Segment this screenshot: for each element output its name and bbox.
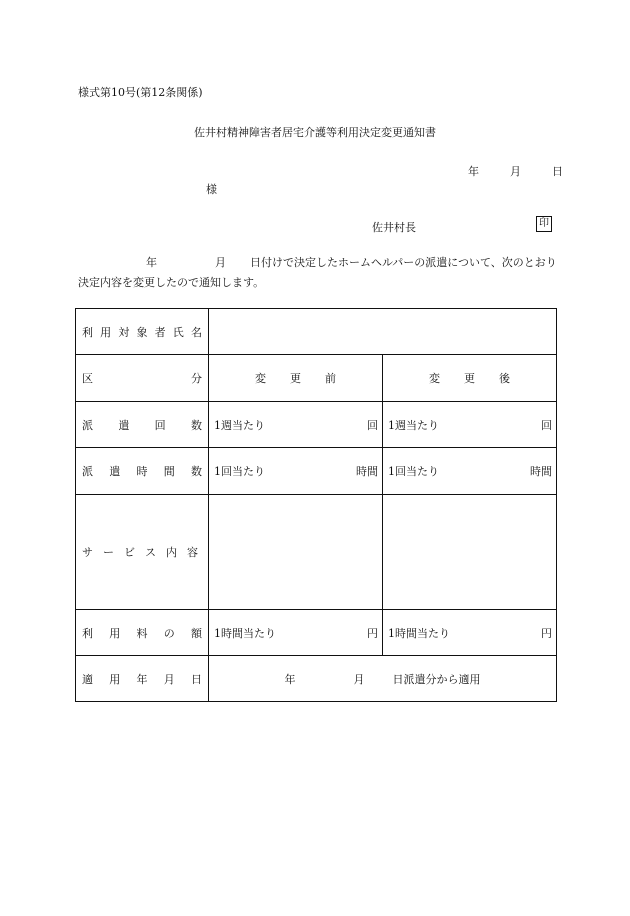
label-text: 派 遣 回 数 — [82, 418, 202, 432]
date-day: 日 — [552, 165, 563, 178]
issuer: 佐井村長 — [372, 221, 416, 234]
body-month: 月 — [215, 256, 226, 269]
dispatch-count-before[interactable]: 1週当たり 回 — [209, 402, 383, 448]
date-year: 年 — [468, 165, 479, 178]
recipient-name-field[interactable] — [209, 309, 557, 355]
header-after: 変 更 後 — [383, 355, 557, 402]
service-content-before[interactable] — [209, 495, 383, 610]
label-recipient-name — [76, 309, 209, 355]
page-title: 佐井村精神障害者居宅介護等利用決定変更通知書 — [194, 126, 436, 139]
table-row — [76, 355, 557, 402]
label-fee-amount — [76, 610, 209, 656]
fee-before[interactable]: 1時間当たり 円 — [209, 610, 383, 656]
label-dispatch-count — [76, 402, 209, 448]
date-line — [468, 163, 563, 179]
body-text: 日付けで決定したホームヘルパーの派遣について、次のとおり決定内容を変更したので通知します。 — [78, 256, 557, 289]
form-number: 様式第10号(第12条関係) — [78, 86, 203, 99]
header-before: 変 更 前 — [209, 355, 383, 402]
label-text: 利 用 対 象 者 氏 名 — [82, 325, 202, 339]
application-date-field[interactable] — [209, 656, 557, 702]
notice-body — [78, 253, 558, 293]
table-row — [76, 402, 557, 448]
table-row — [76, 495, 557, 610]
table-row — [76, 610, 557, 656]
label-service-content — [76, 495, 209, 610]
label-text: サ ー ビ ス 内 容 — [82, 546, 198, 559]
label-application-date — [76, 656, 209, 702]
apply-month: 月 — [353, 672, 365, 686]
dispatch-hours-after[interactable]: 1回当たり 時間 — [383, 448, 557, 495]
apply-text: 日派遣分から適用 — [392, 672, 481, 686]
fee-after[interactable]: 1時間当たり 円 — [383, 610, 557, 656]
label-text: 適 用 年 月 日 — [82, 672, 202, 686]
table-row — [76, 448, 557, 495]
table-row — [76, 656, 557, 702]
label-category — [76, 355, 209, 402]
label-text: 区 分 — [82, 372, 202, 385]
body-year: 年 — [146, 256, 157, 269]
label-text: 利 用 料 の 額 — [82, 626, 202, 640]
change-table — [75, 308, 557, 702]
date-month: 月 — [510, 165, 521, 178]
label-dispatch-hours — [76, 448, 209, 495]
label-text: 派 遣 時 間 数 — [82, 465, 202, 478]
addressee: 様 — [206, 183, 217, 196]
seal-mark: 印 — [536, 216, 552, 232]
service-content-after[interactable] — [383, 495, 557, 610]
dispatch-hours-before[interactable]: 1回当たり 時間 — [209, 448, 383, 495]
dispatch-count-after[interactable]: 1週当たり 回 — [383, 402, 557, 448]
apply-year: 年 — [284, 672, 296, 686]
table-row — [76, 309, 557, 355]
